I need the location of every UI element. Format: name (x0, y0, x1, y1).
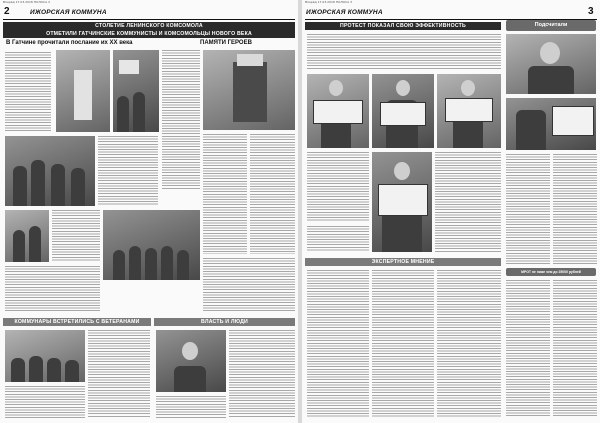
mrot-banner: МРОТ не ниже чем до 25000 рублей (506, 268, 596, 276)
left-banner-bottom-left: КОММУНАРЫ ВСТРЕТИЛИСЬ С ВЕТЕРАНАМИ (3, 318, 151, 326)
right-badge-top: Подсчитали (506, 20, 596, 31)
print-info-right: Вперёд 17.03.2018 ПОЛОСА 3 (305, 0, 353, 4)
protest-photo-2 (372, 74, 434, 148)
group-photo (103, 210, 200, 280)
left-page (0, 0, 298, 423)
protest-sign-2 (380, 102, 426, 126)
left-article-text-col2b (52, 210, 100, 262)
left-headline-2: ПАМЯТИ ГЕРОЕВ (200, 40, 252, 46)
power-article-text (229, 330, 295, 418)
left-article-text-bottom (5, 266, 100, 312)
left-article-text-col3 (162, 50, 200, 190)
protest-photo-3 (437, 74, 501, 148)
protest-sign-large (378, 184, 428, 216)
plaque-group-photo (113, 50, 159, 132)
left-article-text-col2 (98, 136, 158, 206)
right-protest-sign (552, 106, 594, 136)
protest-sign-1 (313, 100, 363, 124)
veterans-meeting-photo (5, 330, 85, 382)
monument-photo (56, 50, 110, 132)
left-article-text-col4 (203, 134, 247, 254)
expert-text-col1 (307, 270, 369, 418)
left-article-text-col6 (203, 258, 295, 312)
protest-photo-1 (307, 74, 369, 148)
protest-sign-3 (445, 98, 493, 122)
print-info-left: Вперёд 17.03.2018 ПОЛОСА 2 (3, 0, 51, 4)
right-page-number: 3 (588, 6, 594, 17)
right-column-text-2 (553, 154, 597, 264)
right-column-text-1 (506, 154, 550, 264)
protest-article-col3 (435, 152, 501, 252)
left-header-rule (3, 19, 295, 20)
power-article-text-2 (156, 396, 226, 418)
expert-opinion-banner: ЭКСПЕРТНОЕ МНЕНИЕ (305, 258, 501, 266)
rally-photo (5, 136, 95, 206)
left-banner-top-2: ОТМЕТИЛИ ГАТЧИНСКИЕ КОММУНИСТЫ И КОМСОМОЛЬЦЫ НОВОГО ВЕКА (3, 30, 295, 38)
mrot-text-col2 (553, 280, 597, 418)
right-banner-top: ПРОТЕСТ ПОКАЗАЛ СВОЮ ЭФФЕКТИВНОСТЬ (305, 22, 501, 30)
expert-text-col2 (372, 270, 434, 418)
right-masthead: ИЖОРСКАЯ КОММУНА (306, 9, 383, 16)
left-masthead: ИЖОРСКАЯ КОММУНА (30, 9, 107, 16)
sign-holder-photo (506, 98, 596, 150)
veterans-article-text-2 (5, 386, 85, 418)
speaker-photo (156, 330, 226, 392)
memorial-photo (203, 50, 295, 130)
protest-article-lead (307, 34, 501, 70)
left-headline-1: В Гатчине прочитали послание их XX века (6, 40, 133, 46)
protest-photo-large (372, 152, 432, 252)
mrot-text-col1 (506, 280, 550, 418)
protest-article-col1b (307, 226, 369, 252)
right-page (302, 0, 600, 423)
left-article-text-col1 (5, 52, 51, 132)
left-article-text-col5 (250, 134, 295, 254)
youth-photo (5, 210, 49, 262)
expert-text-col3 (437, 270, 501, 418)
left-banner-bottom-right: ВЛАСТЬ И ЛЮДИ (154, 318, 295, 326)
left-banner-top-1: СТОЛЕТИЕ ЛЕНИНСКОГО КОМСОМОЛА (3, 22, 295, 30)
left-page-number: 2 (4, 6, 10, 17)
veterans-article-text (88, 330, 150, 418)
protest-article-col1 (307, 152, 369, 222)
portrait-photo (506, 34, 596, 94)
